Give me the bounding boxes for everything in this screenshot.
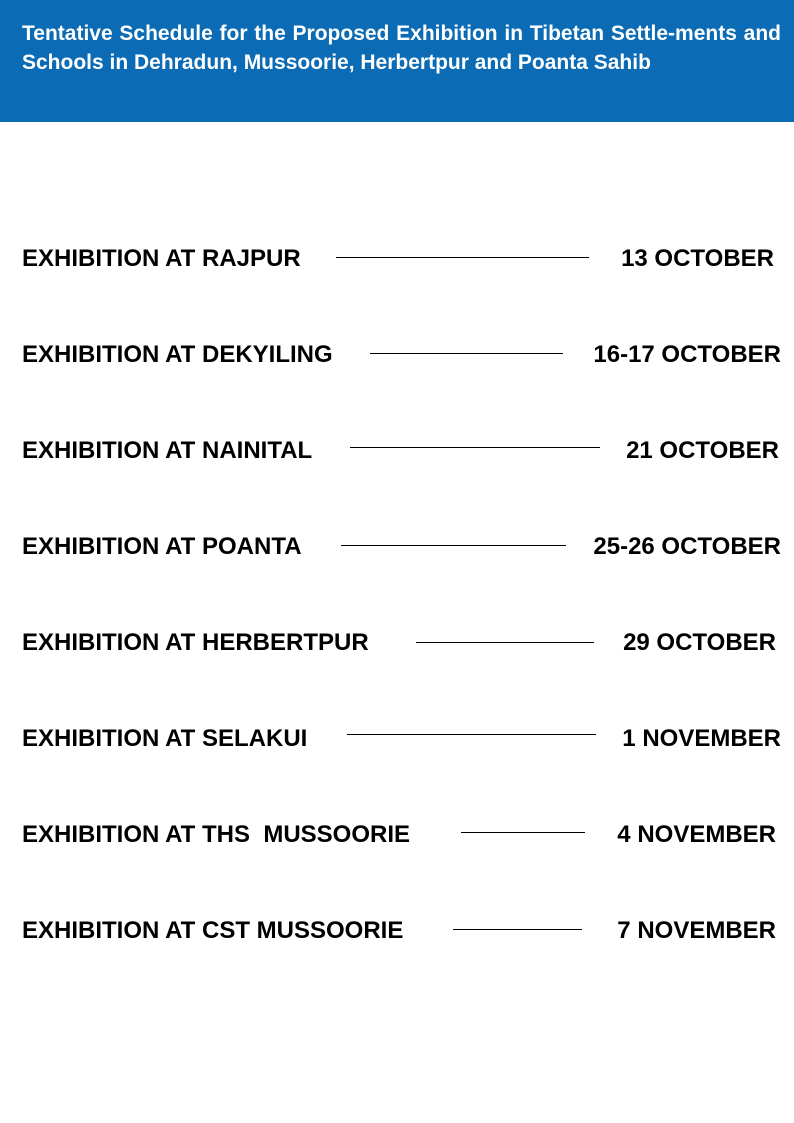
connector-line <box>453 929 582 930</box>
schedule-row <box>0 916 794 946</box>
date-label: 29 OCTOBER <box>623 629 776 656</box>
schedule-row <box>0 244 794 274</box>
header-banner <box>0 0 794 122</box>
date-label: 4 NOVEMBER <box>617 821 776 848</box>
venue-label: EXHIBITION AT CST MUSSOORIE <box>22 917 404 944</box>
connector-line <box>461 832 585 833</box>
connector-line <box>336 257 589 258</box>
schedule-row <box>0 724 794 754</box>
schedule-row <box>0 628 794 658</box>
connector-line <box>416 642 594 643</box>
connector-line <box>370 353 563 354</box>
date-label: 16-17 OCTOBER <box>593 341 781 368</box>
connector-line <box>341 545 566 546</box>
date-label: 21 OCTOBER <box>626 437 779 464</box>
venue-label: EXHIBITION AT DEKYILING <box>22 341 333 368</box>
venue-label: EXHIBITION AT POANTA <box>22 533 302 560</box>
date-label: 13 OCTOBER <box>621 245 774 272</box>
connector-line <box>347 734 596 735</box>
venue-label: EXHIBITION AT RAJPUR <box>22 245 301 272</box>
date-label: 1 NOVEMBER <box>622 725 781 752</box>
venue-label: EXHIBITION AT HERBERTPUR <box>22 629 369 656</box>
venue-label: EXHIBITION AT SELAKUI <box>22 725 308 752</box>
venue-label: EXHIBITION AT THS MUSSOORIE <box>22 821 411 848</box>
schedule-row <box>0 820 794 850</box>
date-label: 7 NOVEMBER <box>617 917 776 944</box>
schedule-row <box>0 340 794 370</box>
venue-label: EXHIBITION AT NAINITAL <box>22 437 313 464</box>
connector-line <box>350 447 600 448</box>
date-label: 25-26 OCTOBER <box>593 533 781 560</box>
schedule-row <box>0 436 794 466</box>
schedule-row <box>0 532 794 562</box>
page-title: Tentative Schedule for the Proposed Exhibition in Tibetan Settle-ments and Schools in Dehradun, Mussoorie, Herbertpur and Poanta Sahib <box>22 22 781 74</box>
